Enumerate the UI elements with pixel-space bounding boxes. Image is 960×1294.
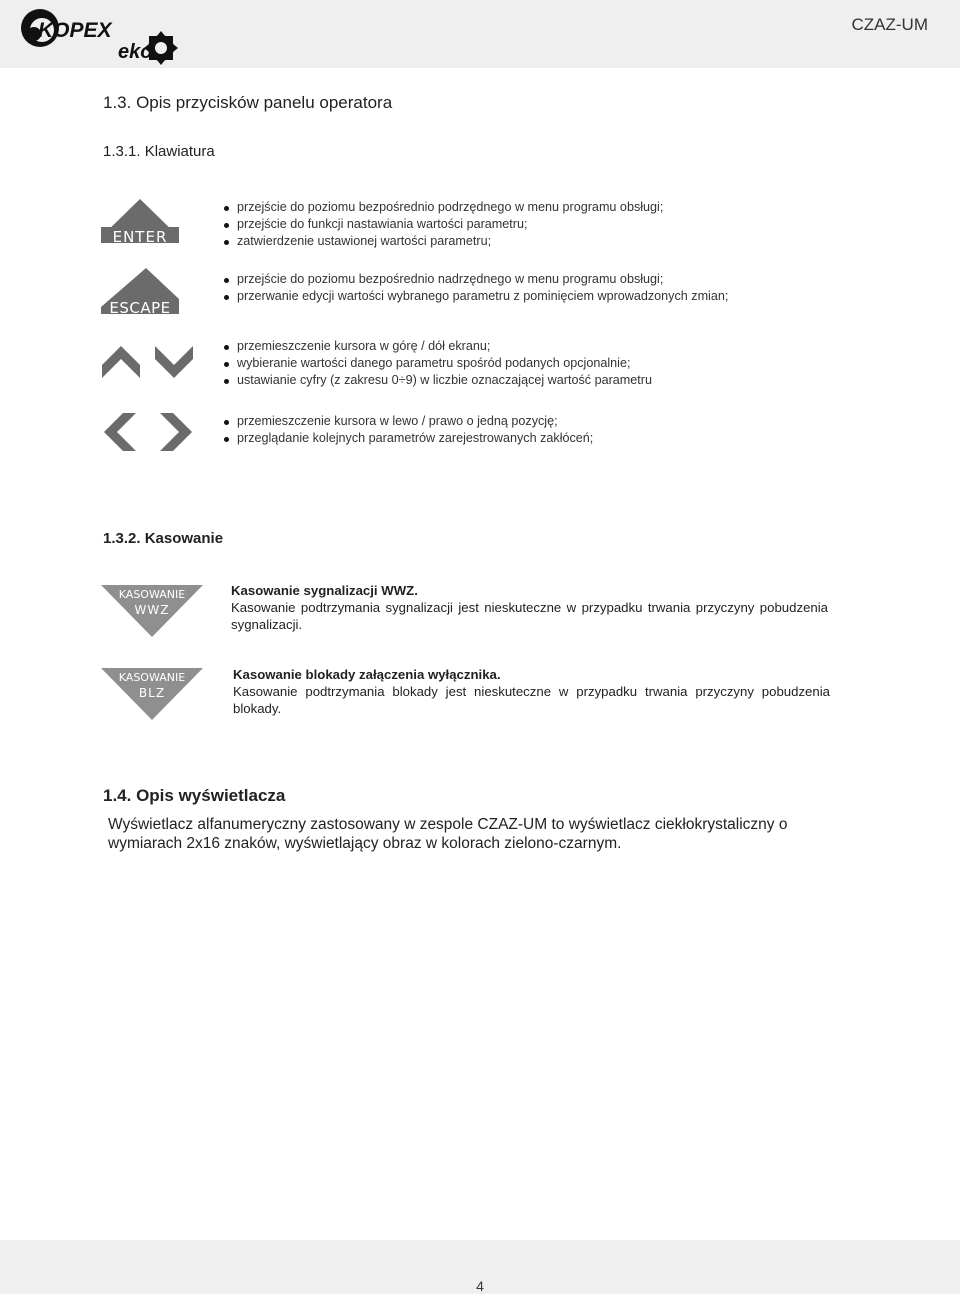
kasowanie-blz-text: Kasowanie podtrzymania blokady jest nieskuteczne w przypadku trwania przyczyny pobudzenia blokady. (233, 684, 830, 716)
left-right-description (222, 413, 593, 447)
kasowanie-blz-description (233, 666, 830, 717)
kasowanie-blz-key-icon (100, 667, 204, 721)
enter-key-icon (100, 197, 180, 245)
escape-key-icon (100, 267, 180, 315)
kasowanie-wwz-label-2: WWZ (134, 603, 170, 617)
kasowanie-wwz-text: Kasowanie podtrzymania sygnalizacji jest nieskuteczne w przypadku trwania przyczyny pobudzenia sygnalizacji. (231, 600, 828, 632)
list-item: przemieszczenie kursora w górę / dół ekranu; (222, 338, 652, 355)
list-item: przejście do funkcji nastawiania wartości parametru; (222, 216, 663, 233)
page-header (0, 0, 960, 68)
section-1-3-title: 1.3. Opis przycisków panelu operatora (103, 93, 393, 112)
right-arrow-icon (160, 413, 192, 451)
down-arrow-icon (155, 346, 193, 378)
list-item: ustawianie cyfry (z zakresu 0÷9) w liczbie oznaczającej wartość parametru (222, 372, 652, 389)
logo-text-main: KOPEX (38, 19, 112, 42)
escape-key-label: ESCAPE (109, 299, 171, 315)
logo-text-sub: eko (118, 41, 153, 63)
list-item: przejście do poziomu bezpośrednio nadrzędnego w menu programu obsługi; (222, 271, 728, 288)
kasowanie-wwz-description (231, 582, 828, 633)
left-right-arrows-icon (102, 412, 194, 452)
left-arrow-icon (104, 413, 136, 451)
list-item: wybieranie wartości danego parametru spośród podanych opcjonalnie; (222, 355, 652, 372)
list-item: przejście do poziomu bezpośrednio podrzędnego w menu programu obsługi; (222, 199, 663, 216)
enter-key-description (222, 199, 663, 250)
section-1-3-2-title: 1.3.2. Kasowanie (103, 530, 224, 547)
section-1-3-1-title: 1.3.1. Klawiatura (103, 143, 215, 160)
escape-key-description (222, 271, 728, 305)
kasowanie-blz-label-1: KASOWANIE (118, 671, 186, 684)
up-down-description (222, 338, 652, 389)
page-number: 4 (476, 1278, 484, 1294)
enter-key-label: ENTER (112, 228, 168, 245)
kasowanie-wwz-key-icon (100, 584, 204, 638)
list-item: przemieszczenie kursora w lewo / prawo o jedną pozycję; (222, 413, 593, 430)
section-1-4-text: Wyświetlacz alfanumeryczny zastosowany w zespole CZAZ-UM to wyświetlacz ciekłokrystaliczny o wymiarach 2x16 znaków, wyświetlający obraz w kolorach zielono-czarnym. (108, 816, 788, 852)
up-arrow-icon (102, 346, 140, 378)
kasowanie-blz-heading: Kasowanie blokady załączenia wyłącznika. (233, 667, 501, 682)
list-item: zatwierdzenie ustawionej wartości parametru; (222, 233, 663, 250)
up-down-arrows-icon (102, 343, 194, 381)
section-1-4-title: 1.4. Opis wyświetlacza (103, 786, 286, 805)
list-item: przeglądanie kolejnych parametrów zarejestrowanych zakłóceń; (222, 430, 593, 447)
list-item: przerwanie edycji wartości wybranego parametru z pominięciem wprowadzonych zmian; (222, 288, 728, 305)
kasowanie-blz-label-2: BLZ (138, 686, 166, 700)
kopex-eko-logo (18, 4, 188, 66)
kasowanie-wwz-label-1: KASOWANIE (118, 588, 186, 601)
kasowanie-wwz-heading: Kasowanie sygnalizacji WWZ. (231, 583, 418, 598)
document-code: CZAZ-UM (851, 15, 928, 34)
